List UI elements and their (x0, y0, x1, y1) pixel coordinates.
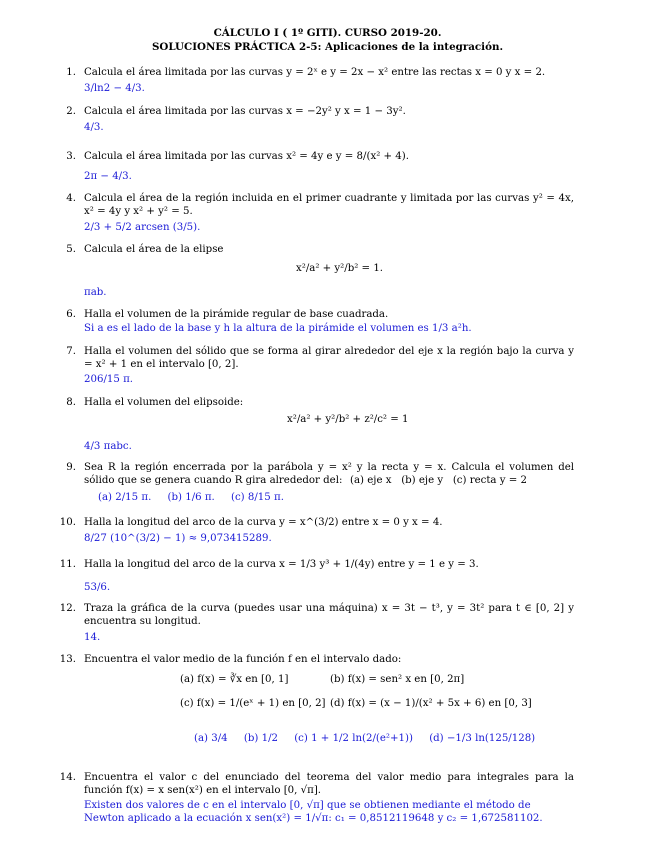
problem-10-number: 10. (59, 517, 76, 528)
problem-5-equation: x²/a² + y²/b² = 1. (296, 263, 384, 274)
problem-6-answer: Si a es el lado de la base y h la altura de la pirámide el volumen es 1/3 a²h. (84, 323, 472, 334)
problem-14-answer: Existen dos valores de c en el intervalo [0, √π] que se obtienen mediante el método de Newton aplicado a la ecuación x sen(x²) = 1/√π: c₁ = 0,8512119648 y c₂ = 1,672581102. (84, 800, 543, 824)
problem-8-text: Halla el volumen del elipsoide: (84, 397, 244, 408)
problem-2-text: Calcula el área limitada por las curvas x = −2y² y x = 1 − 3y². (84, 106, 406, 117)
problem-9-answer-a: (a) 2/15 π. (98, 492, 152, 503)
doc-title: CÁLCULO I ( 1º GITI). CURSO 2019-20. (213, 27, 442, 39)
problem-9-option-c: (c) recta y = 2 (452, 475, 527, 486)
problem-13-answer-b: (b) 1/2 (243, 733, 278, 744)
problem-3-answer: 2π − 4/3. (84, 171, 132, 182)
problem-8-equation: x²/a² + y²/b² + z²/c² = 1 (287, 414, 409, 425)
problem-13-item-d: (d) f(x) = (x − 1)/(x² + 5x + 6) en [0, 3] (330, 698, 532, 709)
problem-4-number: 4. (66, 193, 76, 204)
problem-7-text: Halla el volumen del sólido que se forma al girar alrededor del eje x la región bajo la curva y = x² + 1 en el intervalo [0, 2]. (84, 346, 574, 370)
problem-13-item-a: (a) f(x) = ∛x en [0, 1] (180, 674, 289, 685)
problem-1-answer: 3/ln2 − 4/3. (84, 83, 145, 94)
problem-7-answer: 206/15 π. (84, 374, 134, 385)
problem-9-answer-b: (b) 1/6 π. (167, 492, 215, 503)
problem-13-answer-a: (a) 3/4 (194, 733, 228, 744)
doc-subtitle: SOLUCIONES PRÁCTICA 2-5: Aplicaciones de la integración. (151, 41, 504, 53)
problem-11-number: 11. (59, 559, 76, 570)
problem-4-text: Calcula el área de la región incluida en el primer cuadrante y limitada por las curvas y² = 4x, x² = 4y y x² + y² = 5. (84, 193, 574, 217)
problem-11-text: Halla la longitud del arco de la curva x = 1/3 y³ + 1/(4y) entre y = 1 e y = 3. (84, 559, 479, 570)
problem-5-number: 5. (66, 244, 76, 255)
problem-5-text: Calcula el área de la elipse (84, 244, 224, 255)
problem-6-text: Halla el volumen de la pirámide regular de base cuadrada. (84, 309, 389, 320)
problem-12-answer: 14. (84, 632, 101, 643)
problem-9-number: 9. (66, 462, 76, 473)
problem-9-options (350, 474, 527, 487)
problem-8-answer: 4/3 πabc. (84, 441, 132, 452)
problem-7-number: 7. (66, 346, 76, 357)
problem-1-number: 1. (66, 67, 76, 78)
problem-13-item-c: (c) f(x) = 1/(eˣ + 1) en [0, 2] (180, 698, 326, 709)
problem-6-number: 6. (66, 309, 76, 320)
problem-2-number: 2. (66, 106, 76, 117)
problem-2-answer: 4/3. (84, 122, 104, 133)
problem-8-number: 8. (66, 397, 76, 408)
problem-14-text: Encuentra el valor c del enunciado del teorema del valor medio para integrales para la función f(x) = x sen(x²) en el intervalo [0, √π]. (84, 772, 574, 796)
problem-3-text: Calcula el área limitada por las curvas x² = 4y e y = 8/(x² + 4). (84, 151, 409, 162)
problem-12-text: Traza la gráfica de la curva (puedes usar una máquina) x = 3t − t³, y = 3t² para t ∈ [0, 2] y encuentra su longitud. (84, 603, 574, 627)
problem-9-answer-c: (c) 8/15 π. (231, 492, 284, 503)
problem-9-option-a: (a) eje x (350, 475, 392, 486)
problem-9-option-b: (b) eje y (401, 475, 444, 486)
problem-9-answers (98, 491, 284, 504)
problem-4-answer: 2/3 + 5/2 arcsen (3/5). (84, 222, 201, 233)
problem-14-number: 14. (59, 772, 76, 783)
problem-13-answers (194, 732, 535, 745)
problem-9-text: Sea R la región encerrada por la parábola y = x² y la recta y = x. Calcula el volumen del sólido que se genera cuando R gira alrededor del: (84, 462, 574, 486)
problem-10-answer: 8/27 (10^(3/2) − 1) ≈ 9,073415289. (84, 533, 272, 544)
problem-1-text: Calcula el área limitada por las curvas y = 2ˣ e y = 2x − x² entre las rectas x = 0 y x = 2. (84, 67, 546, 78)
problem-3-number: 3. (66, 151, 76, 162)
problem-13-item-b: (b) f(x) = sen² x en [0, 2π] (330, 674, 465, 685)
problem-10-text: Halla la longitud del arco de la curva y = x^(3/2) entre x = 0 y x = 4. (84, 517, 443, 528)
problem-5-answer: πab. (84, 287, 107, 298)
problem-11-answer: 53/6. (84, 582, 111, 593)
problem-13-answer-c: (c) 1 + 1/2 ln(2/(e²+1)) (294, 733, 413, 744)
problem-13-number: 13. (59, 654, 76, 665)
problem-12-number: 12. (59, 603, 76, 614)
problem-13-answer-d: (d) −1/3 ln(125/128) (429, 733, 536, 744)
problem-13-text: Encuentra el valor medio de la función f en el intervalo dado: (84, 654, 402, 665)
